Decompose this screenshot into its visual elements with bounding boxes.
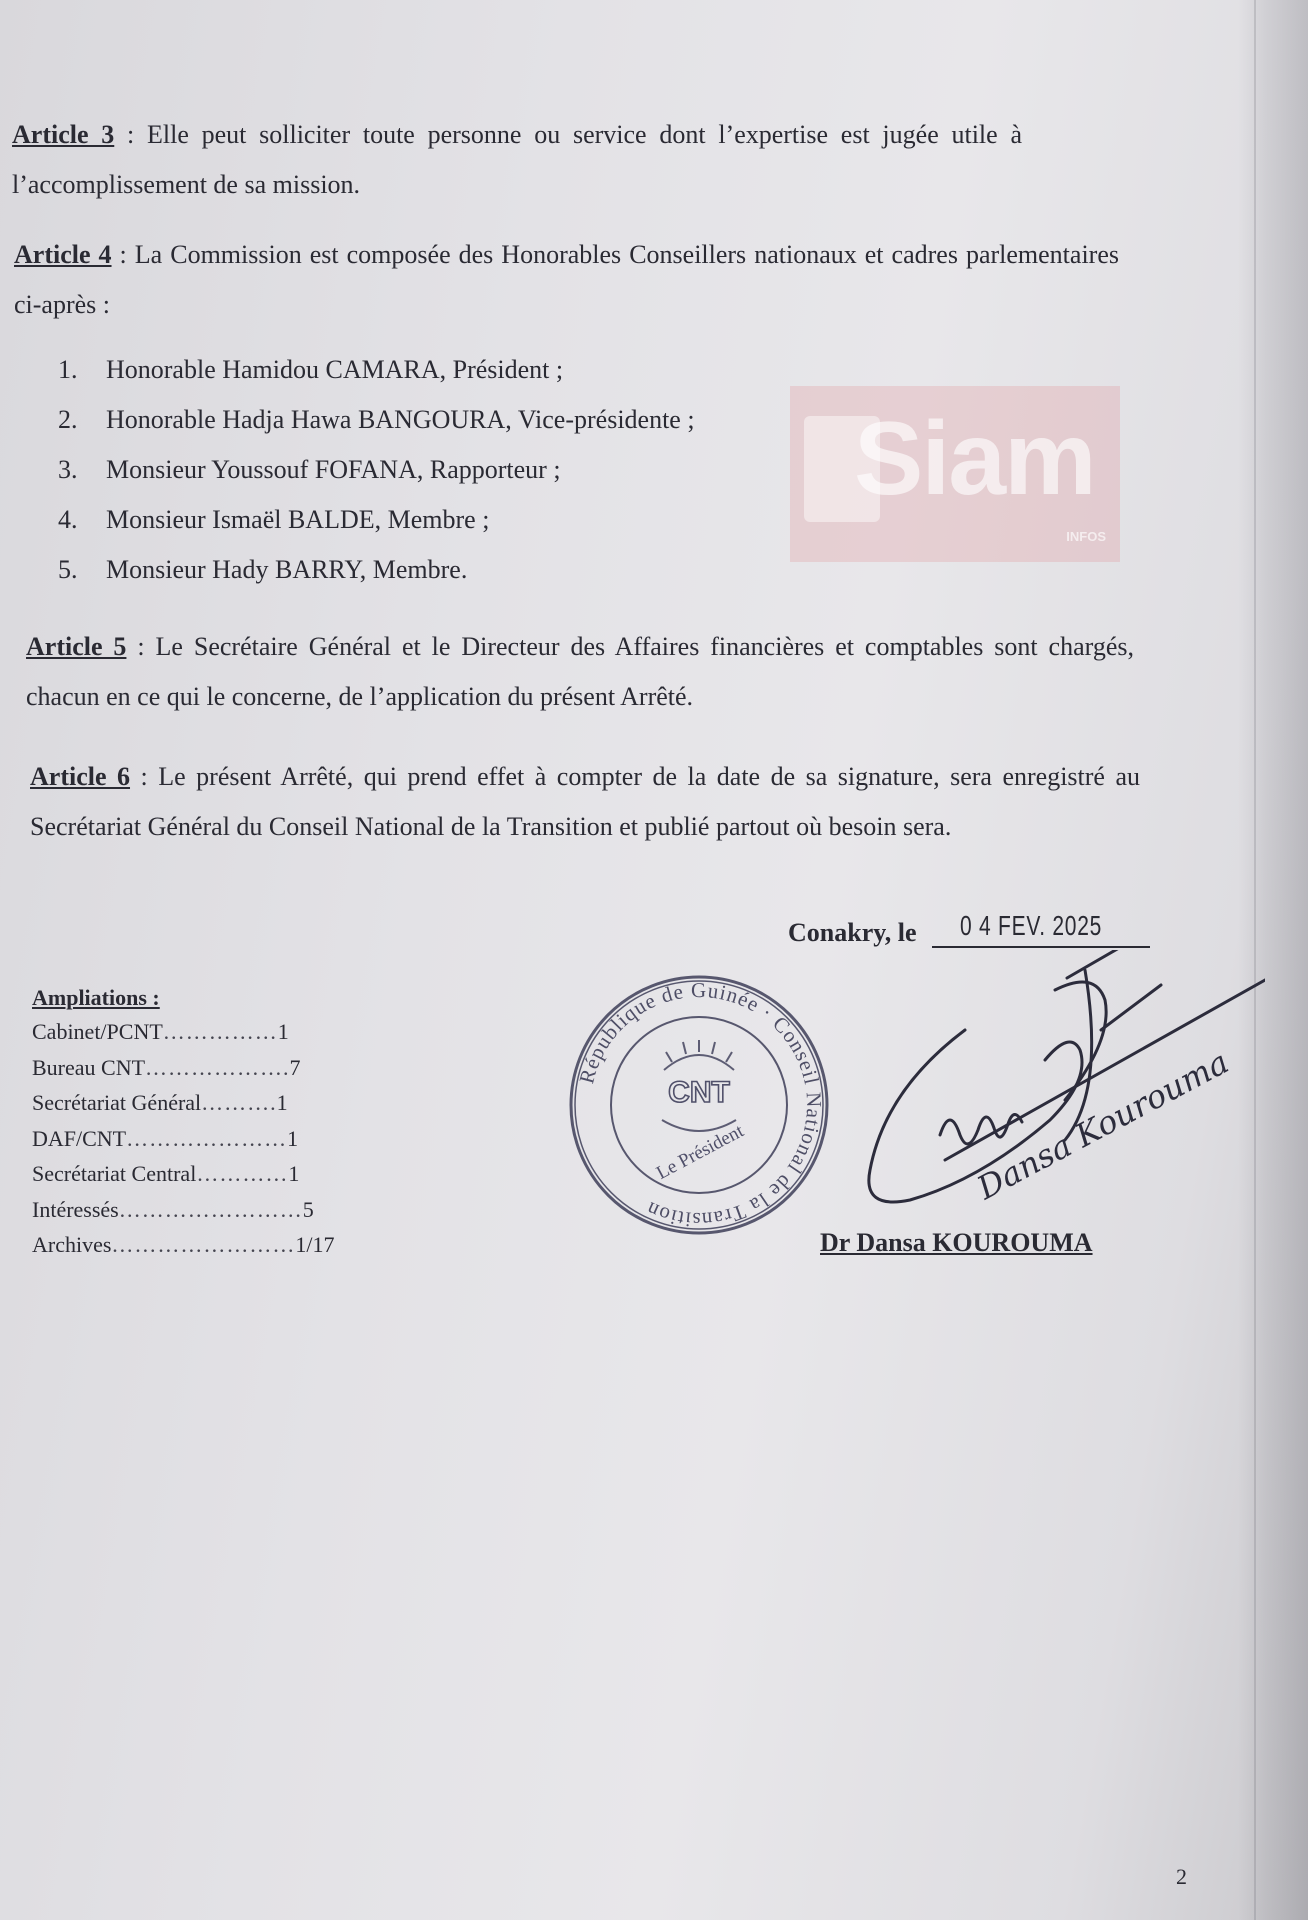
ampliation-label: Cabinet/PCNT [32, 1019, 163, 1044]
seal-center-text: CNT [668, 1076, 730, 1109]
article-6 [30, 752, 1140, 852]
ampliations-title: Ampliations : [32, 985, 160, 1010]
seal-outer-text: République de Guinée · Conseil National de la Transition [574, 977, 827, 1233]
article-6-text: : Le présent Arrêté, qui prend effet à compter de la date de sa signature, sera enregistré au Secrétariat Général du Conseil National de la Transition et publié partout où besoin sera. [30, 762, 1140, 841]
ampliation-row [32, 1055, 412, 1091]
member-item [58, 395, 695, 445]
member-text: Monsieur Youssouf FOFANA, Rapporteur ; [106, 455, 561, 484]
ampliation-row [32, 1090, 412, 1126]
member-number: 3. [58, 455, 78, 484]
ampliation-count: 7 [289, 1054, 301, 1080]
seal-role-text: Le Président [653, 1120, 748, 1184]
ampliation-row [32, 1126, 412, 1162]
member-text: Monsieur Ismaël BALDE, Membre ; [106, 505, 490, 534]
member-number: 5. [58, 555, 78, 584]
signature-text: Dansa Kourouma [970, 1042, 1235, 1208]
member-number: 1. [58, 355, 78, 384]
article-4-label: Article 4 [14, 240, 112, 269]
cnt-official-seal [564, 970, 834, 1240]
article-3-label: Article 3 [12, 120, 115, 149]
ampliation-count: 1 [276, 1090, 288, 1115]
watermark-name: Siam [854, 401, 1095, 517]
ampliation-label: Archives [32, 1232, 112, 1257]
ampliation-dots: ………………… [126, 1125, 288, 1151]
article-5-label: Article 5 [26, 632, 127, 661]
member-number: 2. [58, 405, 78, 434]
ampliation-label: Secrétariat Général [32, 1090, 202, 1115]
article-3-text: : Elle peut solliciter toute personne ou service dont l’expertise est jugée utile à l’accomplissement de sa mission. [12, 120, 1022, 199]
ampliation-dots: ………………. [145, 1054, 290, 1080]
member-item [58, 345, 695, 395]
ampliation-dots: ………. [201, 1090, 277, 1115]
ampliation-dots: …………… [162, 1019, 278, 1044]
commission-members-list [58, 345, 695, 595]
ampliation-label: DAF/CNT [32, 1125, 127, 1151]
article-5 [26, 622, 1134, 722]
ampliation-count: 1 [288, 1161, 300, 1186]
article-5-text: : Le Secrétaire Général et le Directeur des Affaires financières et comptables sont chargés, chacun en ce qui le concerne, de l’application du présent Arrêté. [26, 632, 1134, 711]
ampliation-dots: ………… [196, 1161, 289, 1186]
member-text: Monsieur Hady BARRY, Membre. [106, 555, 468, 584]
date-stamp: 0 4 FEV. 2025 [960, 910, 1103, 941]
ampliations-list [32, 985, 412, 1268]
handwritten-signature [845, 950, 1265, 1240]
ampliation-count: 5 [302, 1196, 314, 1222]
ampliation-count: 1 [277, 1019, 289, 1044]
member-text: Honorable Hamidou CAMARA, Président ; [106, 355, 564, 384]
page-number: 2 [1176, 1864, 1187, 1889]
article-4-text: : La Commission est composée des Honorables Conseillers nationaux et cadres parlementaires ci-après : [14, 240, 1119, 319]
watermark-sub: INFOS [1066, 529, 1106, 544]
member-text: Honorable Hadja Hawa BANGOURA, Vice-présidente ; [106, 405, 695, 434]
member-item [58, 445, 695, 495]
member-number: 4. [58, 505, 78, 534]
ampliation-count: 1/17 [295, 1232, 335, 1257]
siam-watermark-logo [790, 386, 1120, 562]
ampliation-dots: …………………… [118, 1196, 303, 1222]
date-underline [932, 946, 1150, 948]
ampliation-label: Bureau CNT [32, 1054, 146, 1080]
ampliation-row [32, 1232, 412, 1268]
article-4 [14, 230, 1119, 330]
ampliation-row [32, 1019, 412, 1055]
member-item [58, 495, 695, 545]
ampliation-label: Secrétariat Central [32, 1161, 197, 1186]
place-label: Conakry, le [788, 918, 917, 947]
article-3 [12, 110, 1022, 210]
ampliation-row [32, 1161, 412, 1197]
member-item [58, 545, 695, 595]
ampliation-dots: …………………… [111, 1232, 296, 1257]
ampliation-row [32, 1197, 412, 1233]
article-6-label: Article 6 [30, 762, 131, 791]
ampliation-label: Intéressés [32, 1196, 119, 1222]
ampliation-count: 1 [287, 1125, 299, 1151]
signatory-name: Dr Dansa KOUROUMA [820, 1228, 1093, 1257]
